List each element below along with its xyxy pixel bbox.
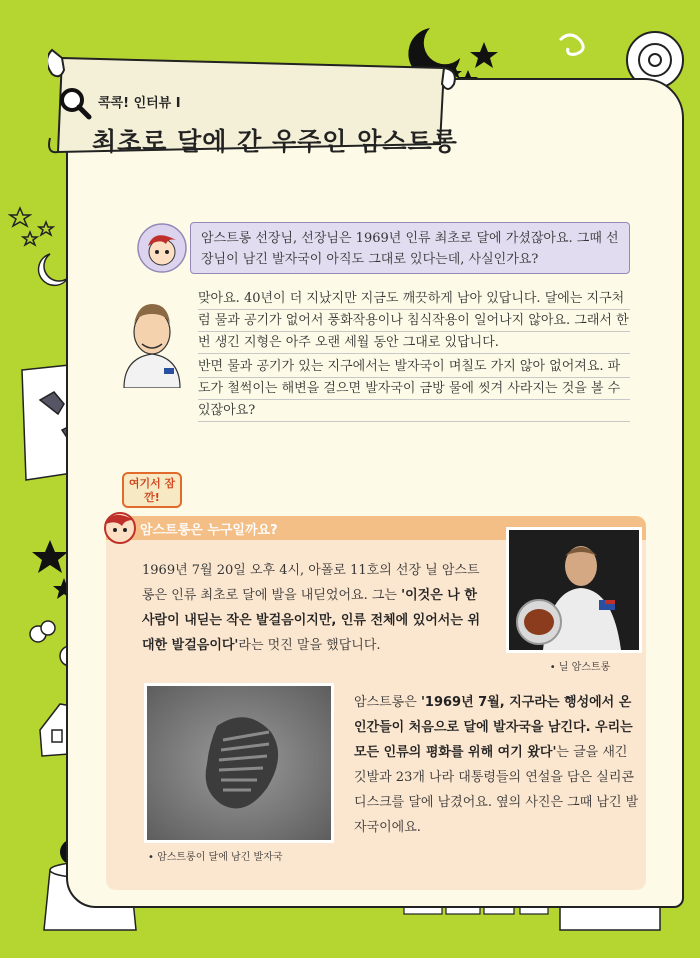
info-p1-text-a: 1969년 7월 20일 오후 4시, 아폴로 11호의 선장 닐 암스트롱은 인류 최초로 달에 발을 내딛었어요. 그는 bbox=[142, 563, 480, 603]
info-p2-quote: '1969년 7월, 지구라는 행성에서 온 인간들이 처음으로 달에 발자국을 남긴다. 우리는 모든 인류의 평화를 위해 여기 왔다' bbox=[354, 695, 633, 760]
astronaut-caption: • 닐 암스트롱 bbox=[549, 662, 611, 673]
armstrong-photo bbox=[506, 527, 642, 653]
footprint-photo bbox=[144, 683, 334, 843]
star-icon bbox=[32, 540, 68, 573]
star-icon bbox=[10, 208, 30, 226]
info-p1-text-b: 라는 멋진 말을 했답니다. bbox=[238, 638, 381, 653]
spiral-icon bbox=[560, 35, 583, 54]
magnifier-icon bbox=[58, 86, 92, 120]
answer-paragraph-2: 반면 물과 공기가 있는 지구에서는 발자국이 며칠도 가지 않아 없어져요. 파도가 철썩이는 해변을 걸으면 발자국이 금방 물에 씻겨 사라지는 것을 볼 수 있잖아요? bbox=[198, 356, 630, 422]
footprint-caption: • 암스트롱이 달에 남긴 발자국 bbox=[148, 852, 283, 863]
star-icon bbox=[470, 42, 498, 68]
answer-paragraph-1: 맞아요. 40년이 더 지났지만 지금도 깨끗하게 남아 있답니다. 달에는 지구처럼 물과 공기가 없어서 풍화작용이나 침식작용이 일어나지 않아요. 그래서 한 번 생긴 지형은 아주 오랜 세월 동안 그대로 있답니다. bbox=[198, 288, 630, 354]
star-icon bbox=[39, 222, 53, 235]
info-box-heading: 암스트롱은 누구일까요? bbox=[140, 523, 278, 538]
interview-question: 암스트롱 선장님, 선장님은 1969년 인류 최초로 달에 가셨잖아요. 그때 선장님이 남긴 발자국이 아직도 그대로 있다는데, 사실인가요? bbox=[190, 222, 630, 274]
info-paragraph-2 bbox=[354, 690, 640, 840]
interviewer-avatar bbox=[136, 222, 188, 274]
crescent-moon-icon bbox=[39, 254, 68, 285]
info-p2-text-b: 는 글을 새긴 깃발과 23개 나라 대통령들의 연설을 담은 실리콘 디스크를 달에 남겼어요. 옆의 사진은 그때 남긴 발자국이에요. bbox=[354, 745, 639, 835]
info-paragraph-1 bbox=[142, 558, 492, 658]
info-p2-text-a: 암스트롱은 bbox=[354, 695, 421, 710]
interview-kicker: 콕콕! 인터뷰 I bbox=[98, 96, 181, 111]
interview-answer bbox=[198, 288, 630, 424]
star-icon bbox=[23, 232, 37, 245]
side-tag: 여기서 잠깐! bbox=[122, 472, 182, 508]
info-p1-quote: '이것은 나 한 사람이 내딛는 작은 발걸음이지만, 인류 전체에 있어서는 위대한 발걸음이다' bbox=[142, 588, 481, 653]
mascot-avatar bbox=[102, 508, 138, 544]
armstrong-avatar bbox=[118, 296, 186, 388]
page-title: 최초로 달에 간 우주인 암스트롱 bbox=[92, 127, 458, 156]
